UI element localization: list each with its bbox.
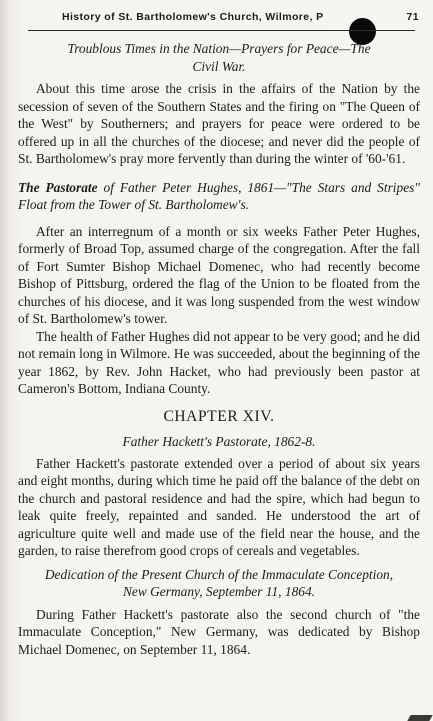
paragraph: After an interregnum of a month or six weeks Father Peter Hughes, formerly of Broad Top, assumed charge of the congregation. After the fall of Fort Sumter Bishop Michael Domenec, who had recently become Bishop of Pittsburg, ordered the flag of the Union to be floated from the churches of his diocese, and it was long suspended from the west window of St. Bartholomew's tower. — [18, 223, 420, 326]
section-title-hughes: The Pastorate of Father Peter Hughes, 1861—"The Stars and Stripes" Float from the Tower of St. Bartholomew's. — [18, 179, 420, 212]
page-corner-mark — [407, 715, 432, 721]
section-title-dedication: Dedication of the Present Church of the Immaculate Conception, New Germany, September 11, 1864. — [44, 566, 394, 599]
page-body — [18, 38, 420, 658]
page-number: 71 — [406, 11, 419, 23]
paragraph: About this time arose the crisis in the affairs of the Nation by the secession of seven of the Southern States and the firing on "The Queen of the West" by Southerners; and prayers for peace were ordered to be offered up in all the churches of the diocese; and never did the people of St. Bartholomew's pray more fervently than during the winter of '60-'61. — [18, 81, 420, 166]
paragraph: The health of Father Hughes did not appear to be very good; and he did not remain long in Wilmore. He was succeeded, about the beginning of the year 1862, by Rev. John Hacket, who had previously been pastor at Cameron's Bottom, Indiana County. — [18, 328, 420, 396]
chapter-subtitle: Father Hackett's Pastorate, 1862-8. — [122, 434, 316, 449]
chapter-heading: CHAPTER XIV. — [163, 407, 275, 425]
running-title: History of St. Bartholomew's Church, Wilmore, P — [62, 11, 324, 23]
header-rule — [28, 30, 415, 31]
paragraph: During Father Hackett's pastorate also the second church of "the Immaculate Conception," New Germany, was dedicated by Bishop Michael Domenec, on September 11, 1864. — [18, 606, 420, 657]
section-title-civil-war: Troublous Times in the Nation—Prayers for Peace—The Civil War. — [67, 41, 371, 74]
paragraph: Father Hackett's pastorate extended over a period of about six years and eight months, during which time he paid off the balance of the debt on the church and pastoral residence and had the spire, which had begun to leak quite freely, repainted and sanded. He understood the art of agriculture quite well and made use of the field near the house, and the garden, to raise therefrom good crops of cereals and vegetables. — [18, 455, 420, 558]
